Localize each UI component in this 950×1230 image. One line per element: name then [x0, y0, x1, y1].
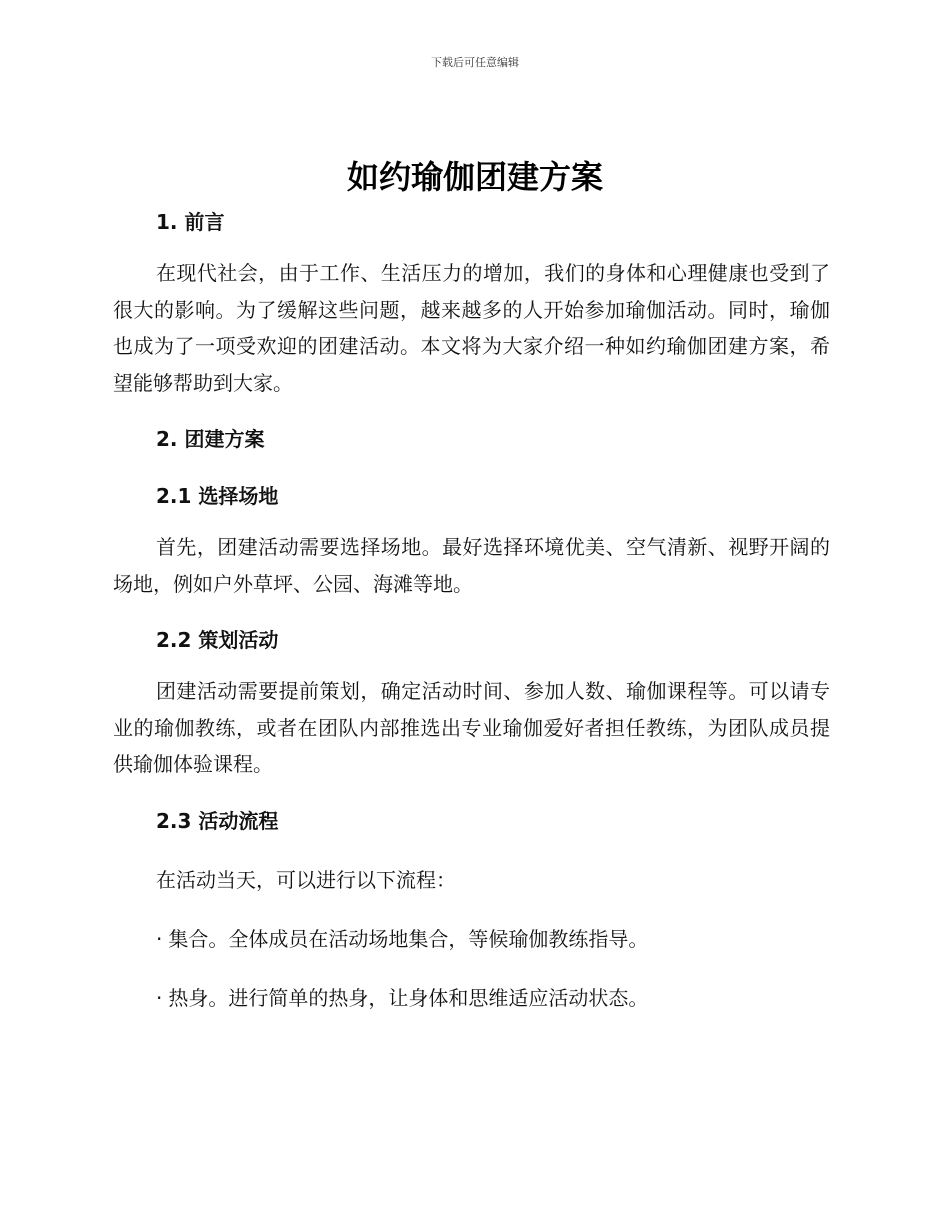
section-heading-preface: 1. 前言: [156, 210, 225, 234]
planning-paragraph: 团建活动需要提前策划，确定活动时间、参加人数、瑜伽课程等。可以请专业的瑜伽教练，或者在团队内部推选出专业瑜伽爱好者担任教练，为团队成员提供瑜伽体验课程。: [113, 679, 830, 776]
section-heading-venue: 2.1 选择场地: [156, 484, 279, 508]
list-item-text: 集合。全体成员在活动场地集合，等候瑜伽教练指导。: [168, 926, 649, 951]
page-header-note: 下载后可任意编辑: [431, 56, 519, 69]
section-heading-process: 2.3 活动流程: [156, 808, 279, 833]
bullet-glyph: ·: [156, 985, 163, 1010]
section-heading-planning: 2.2 策划活动: [156, 628, 279, 652]
document-title: 如约瑜伽团建方案: [346, 158, 603, 196]
process-intro: 在活动当天，可以进行以下流程：: [156, 867, 456, 892]
bullet-glyph: ·: [156, 926, 163, 951]
list-item: [113, 915, 830, 963]
section-heading-plan: 2. 团建方案: [156, 427, 265, 451]
preface-paragraph: 在现代社会，由于工作、生活压力的增加，我们的身体和心理健康也受到了很大的影响。为了缓解这些问题，越来越多的人开始参加瑜伽活动。同时，瑜伽也成为了一项受欢迎的团建活动。本文将为大家介绍一种如约瑜伽团建方案，希望能够帮助到大家。: [113, 261, 830, 395]
venue-paragraph: 首先，团建活动需要选择场地。最好选择环境优美、空气清新、视野开阔的场地，例如户外草坪、公园、海滩等地。: [113, 535, 830, 596]
list-item-text: 热身。进行简单的热身，让身体和思维适应活动状态。: [168, 985, 649, 1010]
document-body: [113, 198, 830, 1022]
list-item: [113, 974, 830, 1022]
